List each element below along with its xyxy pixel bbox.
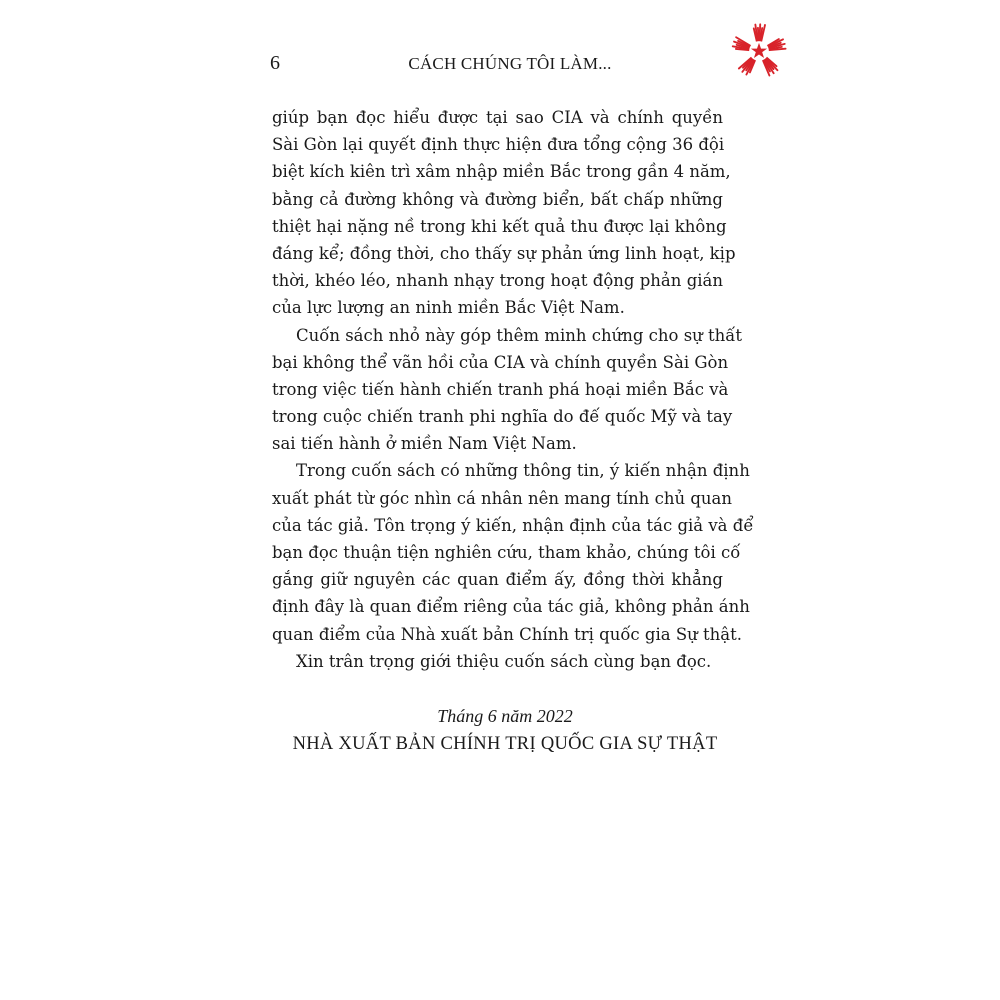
- text-line: bạn đọc thuận tiện nghiên cứu, tham khảo, chúng tôi cố: [272, 543, 741, 562]
- running-title: CÁCH CHÚNG TÔI LÀM...: [408, 54, 612, 73]
- page-number: 6: [270, 52, 280, 74]
- text-line: trong cuộc chiến tranh phi nghĩa do đế quốc Mỹ và tay: [272, 407, 733, 427]
- text-line: thiệt hại nặng nề trong khi kết quả thu được lại không: [272, 216, 727, 236]
- text-line: của lực lượng an ninh miền Bắc Việt Nam.: [272, 298, 625, 318]
- text-line: thời, khéo léo, nhanh nhạy trong hoạt động phản gián: [272, 271, 723, 291]
- text-line: định đây là quan điểm riêng của tác giả, không phản ánh: [272, 597, 750, 617]
- text-line: Xin trân trọng giới thiệu cuốn sách cùng bạn đọc.: [296, 651, 712, 671]
- text-line: của tác giả. Tôn trọng ý kiến, nhận định của tác giả và để: [272, 515, 754, 535]
- closing-date: Tháng 6 năm 2022: [437, 706, 573, 726]
- text-line: đáng kể; đồng thời, cho thấy sự phản ứng linh hoạt, kịp: [272, 243, 736, 263]
- emblem-ray: [758, 28, 759, 42]
- text-line: sai tiến hành ở miền Nam Việt Nam.: [272, 434, 577, 454]
- red-star-emblem-icon: [730, 22, 788, 80]
- text-line: Sài Gòn lại quyết định thực hiện đưa tổng cộng 36 đội: [272, 135, 725, 155]
- text-line: quan điểm của Nhà xuất bản Chính trị quốc gia Sự thật.: [272, 624, 742, 644]
- text-line: giúp bạn đọc hiểu được tại sao CIA và chính quyền: [272, 108, 723, 127]
- text-line: biệt kích kiên trì xâm nhập miền Bắc trong gần 4 năm,: [272, 162, 731, 182]
- body-text: [272, 104, 754, 675]
- closing-block: [250, 703, 760, 759]
- text-line: bằng cả đường không và đường biển, bất chấp những: [272, 189, 723, 209]
- text-line: Cuốn sách nhỏ này góp thêm minh chứng cho sự thất: [296, 325, 743, 345]
- publisher-name: NHÀ XUẤT BẢN CHÍNH TRỊ QUỐC GIA SỰ THẬT: [292, 734, 718, 754]
- text-line: trong việc tiến hành chiến tranh phá hoại miền Bắc và: [272, 379, 729, 399]
- text-line: bại không thể vãn hồi của CIA và chính quyền Sài Gòn: [272, 352, 729, 372]
- text-line: gắng giữ nguyên các quan điểm ấy, đồng thời khẳng: [272, 570, 723, 590]
- text-line: xuất phát từ góc nhìn cá nhân nên mang tính chủ quan: [272, 488, 732, 508]
- text-line: Trong cuốn sách có những thông tin, ý kiến nhận định: [296, 461, 750, 481]
